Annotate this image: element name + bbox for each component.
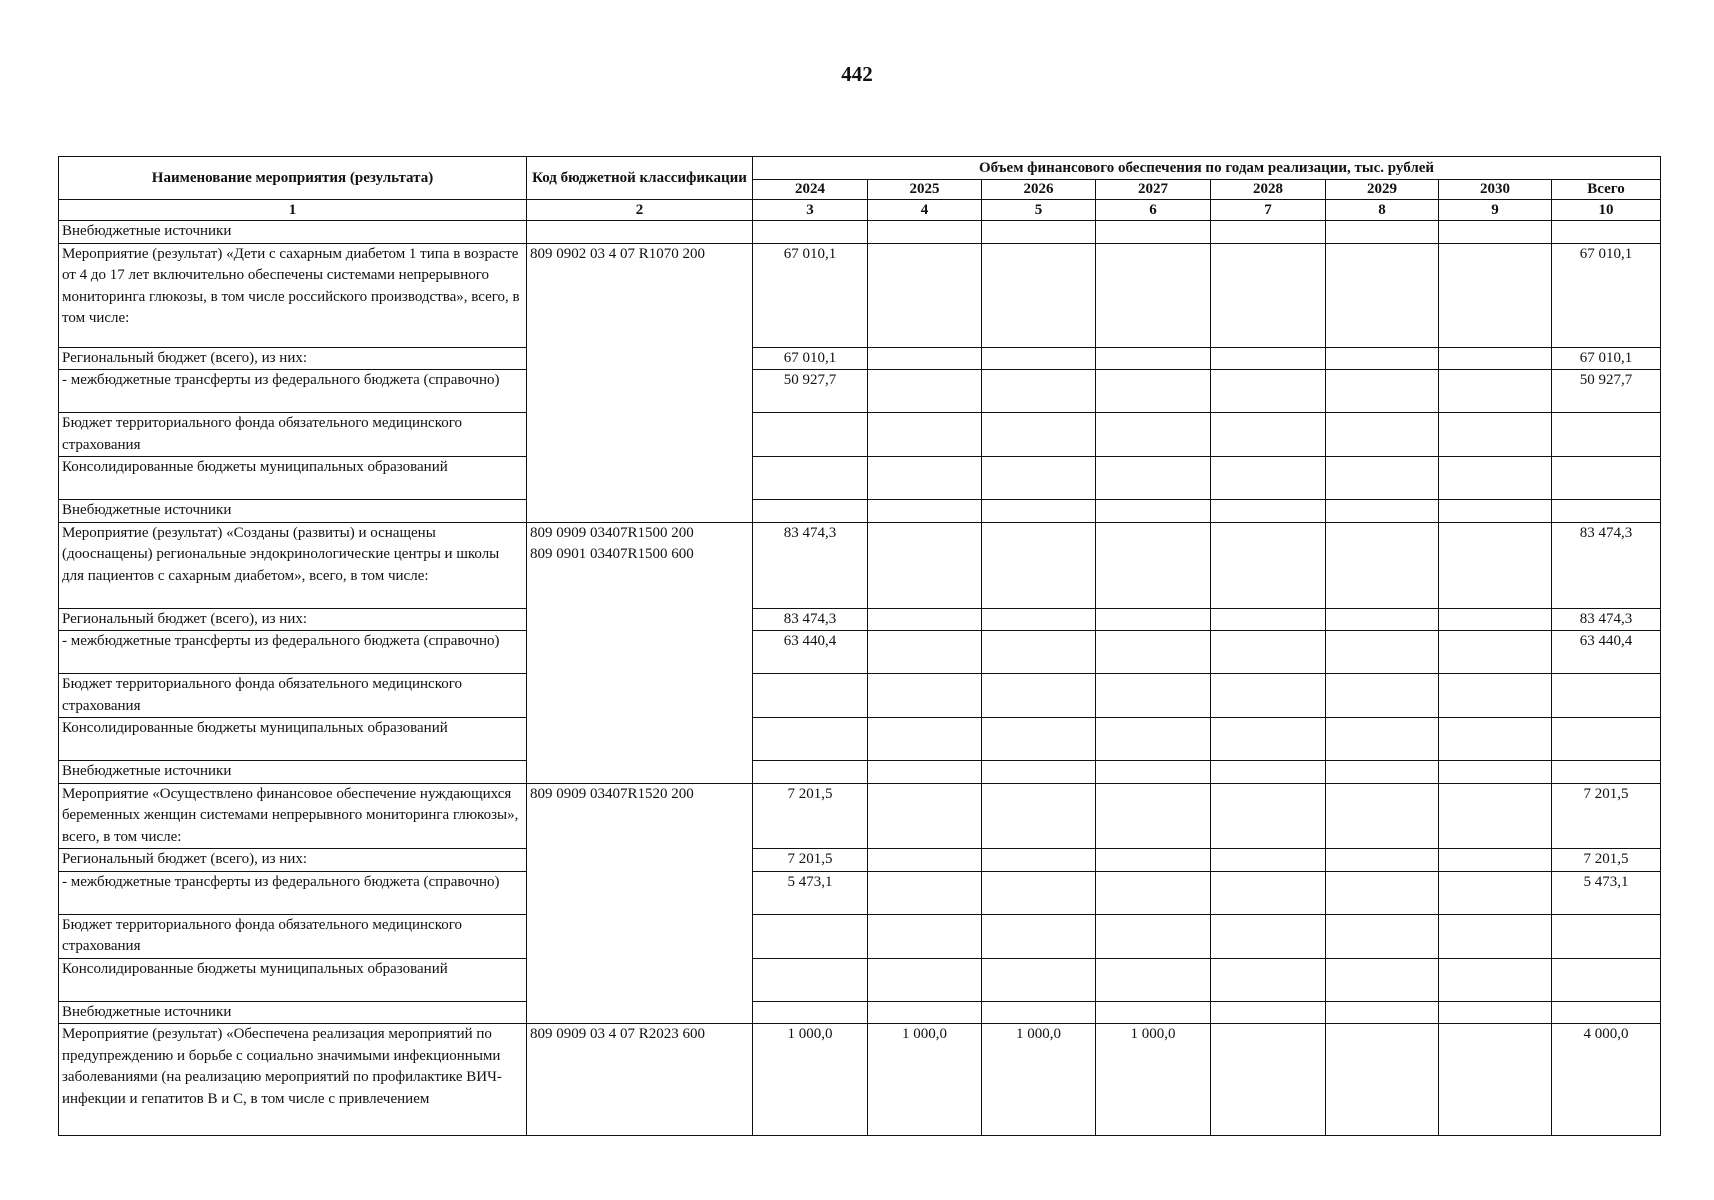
row-value bbox=[1096, 457, 1211, 500]
row-name: - межбюджетные трансферты из федерального бюджета (справочно) bbox=[59, 871, 527, 914]
row-value bbox=[1326, 783, 1439, 849]
header-code: Код бюджетной классификации bbox=[527, 157, 753, 200]
row-value bbox=[1326, 871, 1439, 914]
row-value bbox=[982, 522, 1096, 608]
row-value bbox=[1211, 1024, 1326, 1136]
row-value bbox=[1326, 457, 1439, 500]
row-total bbox=[1552, 457, 1661, 500]
row-value bbox=[1211, 761, 1326, 784]
column-number: 7 bbox=[1211, 200, 1326, 221]
row-value bbox=[1439, 783, 1552, 849]
row-value bbox=[1439, 914, 1552, 958]
row-name: Мероприятие (результат) «Дети с сахарным диабетом 1 типа в возрасте от 4 до 17 лет включительно обеспечены системами непрерывного мониторинга глюкозы, в том числе российского производства», всего, в том числе: bbox=[59, 243, 527, 347]
row-total bbox=[1552, 221, 1661, 244]
row-value bbox=[753, 761, 868, 784]
row-value bbox=[1326, 718, 1439, 761]
row-total bbox=[1552, 958, 1661, 1001]
row-value bbox=[1211, 457, 1326, 500]
header-year: 2027 bbox=[1096, 180, 1211, 200]
row-value bbox=[1326, 761, 1439, 784]
header-year: 2029 bbox=[1326, 180, 1439, 200]
row-value bbox=[1211, 871, 1326, 914]
row-value bbox=[1439, 608, 1552, 631]
table-row bbox=[59, 761, 1661, 784]
row-name: - межбюджетные трансферты из федерального бюджета (справочно) bbox=[59, 370, 527, 413]
row-value bbox=[753, 457, 868, 500]
row-total: 67 010,1 bbox=[1552, 243, 1661, 347]
row-value bbox=[1096, 221, 1211, 244]
row-value: 50 927,7 bbox=[753, 370, 868, 413]
column-number: 3 bbox=[753, 200, 868, 221]
row-value: 5 473,1 bbox=[753, 871, 868, 914]
row-value bbox=[1439, 522, 1552, 608]
row-value bbox=[1211, 783, 1326, 849]
row-name: Мероприятие (результат) «Обеспечена реализация мероприятий по предупреждению и борьбе с социально значимыми инфекционными заболеваниями (на реализацию мероприятий по профилактике ВИЧ-инфекции и гепатитов В и С, в том числе с привлечением bbox=[59, 1024, 527, 1136]
row-name: Региональный бюджет (всего), из них: bbox=[59, 608, 527, 631]
row-value bbox=[1096, 370, 1211, 413]
row-total: 50 927,7 bbox=[1552, 370, 1661, 413]
row-value bbox=[1211, 849, 1326, 872]
row-value bbox=[982, 413, 1096, 457]
row-value bbox=[868, 914, 982, 958]
header-year: 2030 bbox=[1439, 180, 1552, 200]
row-value bbox=[753, 914, 868, 958]
row-name: Региональный бюджет (всего), из них: bbox=[59, 849, 527, 872]
row-value bbox=[868, 631, 982, 674]
table-body bbox=[59, 221, 1661, 1136]
row-value bbox=[1096, 347, 1211, 370]
row-total bbox=[1552, 500, 1661, 523]
row-value bbox=[753, 221, 868, 244]
row-total bbox=[1552, 413, 1661, 457]
row-value: 83 474,3 bbox=[753, 608, 868, 631]
row-value bbox=[868, 761, 982, 784]
table-row bbox=[59, 243, 1661, 347]
row-value bbox=[1326, 522, 1439, 608]
table-row bbox=[59, 500, 1661, 523]
row-value: 83 474,3 bbox=[753, 522, 868, 608]
row-value: 1 000,0 bbox=[1096, 1024, 1211, 1136]
row-value: 63 440,4 bbox=[753, 631, 868, 674]
row-value bbox=[1096, 674, 1211, 718]
row-value: 7 201,5 bbox=[753, 849, 868, 872]
row-value bbox=[1211, 674, 1326, 718]
row-value bbox=[982, 871, 1096, 914]
row-value bbox=[868, 500, 982, 523]
row-value bbox=[1439, 718, 1552, 761]
row-value bbox=[1439, 500, 1552, 523]
row-value bbox=[1439, 221, 1552, 244]
row-value bbox=[1096, 500, 1211, 523]
table-row bbox=[59, 608, 1661, 631]
financing-table bbox=[58, 156, 1661, 1136]
row-value bbox=[868, 413, 982, 457]
column-number: 8 bbox=[1326, 200, 1439, 221]
row-value bbox=[1211, 243, 1326, 347]
row-value bbox=[982, 243, 1096, 347]
table-row bbox=[59, 1001, 1661, 1024]
row-value: 1 000,0 bbox=[753, 1024, 868, 1136]
row-name: Внебюджетные источники bbox=[59, 1001, 527, 1024]
row-value bbox=[982, 608, 1096, 631]
row-value bbox=[1096, 871, 1211, 914]
header-year: 2024 bbox=[753, 180, 868, 200]
row-value bbox=[1439, 761, 1552, 784]
row-value bbox=[1326, 370, 1439, 413]
row-name: Консолидированные бюджеты муниципальных образований bbox=[59, 718, 527, 761]
column-number: 4 bbox=[868, 200, 982, 221]
row-value bbox=[982, 849, 1096, 872]
column-number: 9 bbox=[1439, 200, 1552, 221]
row-total: 4 000,0 bbox=[1552, 1024, 1661, 1136]
row-value bbox=[1326, 631, 1439, 674]
row-name: Внебюджетные источники bbox=[59, 500, 527, 523]
row-value bbox=[1439, 849, 1552, 872]
row-value bbox=[868, 783, 982, 849]
row-value bbox=[1439, 457, 1552, 500]
row-total bbox=[1552, 1001, 1661, 1024]
row-value bbox=[1211, 413, 1326, 457]
row-value bbox=[868, 522, 982, 608]
row-value bbox=[1096, 783, 1211, 849]
budget-code: 809 0909 03407R1500 200 809 0901 03407R1500 600 bbox=[527, 522, 753, 783]
row-name: Бюджет территориального фонда обязательного медицинского страхования bbox=[59, 413, 527, 457]
row-value: 67 010,1 bbox=[753, 347, 868, 370]
row-value bbox=[1211, 347, 1326, 370]
row-total: 67 010,1 bbox=[1552, 347, 1661, 370]
row-value bbox=[868, 718, 982, 761]
row-value bbox=[1439, 243, 1552, 347]
column-number: 2 bbox=[527, 200, 753, 221]
row-value bbox=[1096, 522, 1211, 608]
header-year: 2028 bbox=[1211, 180, 1326, 200]
column-number: 6 bbox=[1096, 200, 1211, 221]
row-value bbox=[753, 718, 868, 761]
row-value bbox=[1326, 958, 1439, 1001]
row-value bbox=[982, 500, 1096, 523]
table-row bbox=[59, 914, 1661, 958]
row-value bbox=[1096, 608, 1211, 631]
row-value bbox=[753, 674, 868, 718]
row-name: - межбюджетные трансферты из федерального бюджета (справочно) bbox=[59, 631, 527, 674]
row-total: 63 440,4 bbox=[1552, 631, 1661, 674]
table-row bbox=[59, 631, 1661, 674]
header-total: Всего bbox=[1552, 180, 1661, 200]
row-value bbox=[1096, 718, 1211, 761]
row-total: 7 201,5 bbox=[1552, 783, 1661, 849]
row-value bbox=[753, 1001, 868, 1024]
column-number: 1 bbox=[59, 200, 527, 221]
row-value bbox=[1326, 674, 1439, 718]
row-value bbox=[1096, 914, 1211, 958]
row-value bbox=[868, 958, 982, 1001]
row-value bbox=[1096, 761, 1211, 784]
row-name: Консолидированные бюджеты муниципальных образований bbox=[59, 958, 527, 1001]
row-name: Бюджет территориального фонда обязательного медицинского страхования bbox=[59, 674, 527, 718]
table-row bbox=[59, 783, 1661, 849]
row-value bbox=[982, 718, 1096, 761]
row-value bbox=[868, 871, 982, 914]
table-row bbox=[59, 958, 1661, 1001]
row-name: Мероприятие (результат) «Созданы (развиты) и оснащены (дооснащены) региональные эндокринологические центры и школы для пациентов с сахарным диабетом», всего, в том числе: bbox=[59, 522, 527, 608]
row-name: Региональный бюджет (всего), из них: bbox=[59, 347, 527, 370]
row-value bbox=[1439, 413, 1552, 457]
table-row bbox=[59, 674, 1661, 718]
row-name: Внебюджетные источники bbox=[59, 761, 527, 784]
row-value bbox=[982, 457, 1096, 500]
row-total bbox=[1552, 674, 1661, 718]
row-value bbox=[1439, 674, 1552, 718]
row-value bbox=[868, 221, 982, 244]
row-value bbox=[1096, 413, 1211, 457]
table-header bbox=[59, 157, 1661, 221]
row-value bbox=[982, 347, 1096, 370]
table-row bbox=[59, 347, 1661, 370]
row-value: 67 010,1 bbox=[753, 243, 868, 347]
row-value bbox=[1096, 958, 1211, 1001]
budget-code: 809 0909 03407R1520 200 bbox=[527, 783, 753, 1024]
row-total bbox=[1552, 718, 1661, 761]
row-value bbox=[1439, 1024, 1552, 1136]
table-row bbox=[59, 370, 1661, 413]
table-row bbox=[59, 871, 1661, 914]
row-value bbox=[868, 457, 982, 500]
table-row bbox=[59, 457, 1661, 500]
row-value bbox=[868, 370, 982, 413]
budget-code: 809 0909 03 4 07 R2023 600 bbox=[527, 1024, 753, 1136]
row-value bbox=[1211, 1001, 1326, 1024]
row-value bbox=[1211, 522, 1326, 608]
table-row bbox=[59, 413, 1661, 457]
row-value bbox=[753, 413, 868, 457]
row-value bbox=[982, 958, 1096, 1001]
row-value bbox=[1211, 718, 1326, 761]
row-value bbox=[1326, 347, 1439, 370]
row-value bbox=[868, 849, 982, 872]
row-value bbox=[1326, 221, 1439, 244]
header-year: 2026 bbox=[982, 180, 1096, 200]
row-value bbox=[1211, 221, 1326, 244]
column-number: 10 bbox=[1552, 200, 1661, 221]
row-value bbox=[1326, 608, 1439, 631]
row-value bbox=[1096, 849, 1211, 872]
row-value bbox=[1211, 500, 1326, 523]
row-total bbox=[1552, 914, 1661, 958]
row-total: 5 473,1 bbox=[1552, 871, 1661, 914]
row-value bbox=[868, 608, 982, 631]
row-value bbox=[1326, 500, 1439, 523]
row-value bbox=[1439, 370, 1552, 413]
row-value bbox=[982, 783, 1096, 849]
row-name: Внебюджетные источники bbox=[59, 221, 527, 244]
row-value bbox=[1211, 370, 1326, 413]
row-total: 83 474,3 bbox=[1552, 608, 1661, 631]
table-row bbox=[59, 718, 1661, 761]
row-name: Бюджет территориального фонда обязательного медицинского страхования bbox=[59, 914, 527, 958]
row-value bbox=[1326, 243, 1439, 347]
row-value bbox=[1211, 914, 1326, 958]
row-value bbox=[982, 761, 1096, 784]
row-value bbox=[1211, 608, 1326, 631]
row-value bbox=[1211, 958, 1326, 1001]
row-value bbox=[982, 674, 1096, 718]
page-number: 442 bbox=[841, 62, 873, 86]
table-row bbox=[59, 849, 1661, 872]
row-value bbox=[1439, 1001, 1552, 1024]
row-value: 1 000,0 bbox=[982, 1024, 1096, 1136]
row-value bbox=[1439, 958, 1552, 1001]
row-value bbox=[868, 347, 982, 370]
row-total bbox=[1552, 761, 1661, 784]
row-value bbox=[1439, 347, 1552, 370]
row-value bbox=[1096, 243, 1211, 347]
row-value bbox=[868, 674, 982, 718]
row-name: Консолидированные бюджеты муниципальных образований bbox=[59, 457, 527, 500]
row-value: 1 000,0 bbox=[868, 1024, 982, 1136]
header-year: 2025 bbox=[868, 180, 982, 200]
row-value bbox=[868, 243, 982, 347]
header-volume: Объем финансового обеспечения по годам реализации, тыс. рублей bbox=[753, 157, 1661, 180]
row-value bbox=[1096, 631, 1211, 674]
row-value bbox=[1326, 1001, 1439, 1024]
row-value bbox=[753, 500, 868, 523]
row-total: 7 201,5 bbox=[1552, 849, 1661, 872]
budget-code: 809 0902 03 4 07 R1070 200 bbox=[527, 243, 753, 522]
row-value bbox=[1439, 631, 1552, 674]
row-value bbox=[868, 1001, 982, 1024]
row-value bbox=[1326, 413, 1439, 457]
row-value bbox=[753, 958, 868, 1001]
row-value bbox=[1096, 1001, 1211, 1024]
row-total: 83 474,3 bbox=[1552, 522, 1661, 608]
table-row bbox=[59, 522, 1661, 608]
row-value bbox=[1326, 849, 1439, 872]
header-name: Наименование мероприятия (результата) bbox=[59, 157, 527, 200]
row-value bbox=[982, 914, 1096, 958]
row-value bbox=[982, 370, 1096, 413]
row-name: Мероприятие «Осуществлено финансовое обеспечение нуждающихся беременных женщин системами непрерывного мониторинга глюкозы», всего, в том числе: bbox=[59, 783, 527, 849]
row-code bbox=[527, 221, 753, 244]
column-number: 5 bbox=[982, 200, 1096, 221]
row-value bbox=[1326, 914, 1439, 958]
row-value bbox=[982, 1001, 1096, 1024]
table-row bbox=[59, 221, 1661, 244]
row-value bbox=[982, 221, 1096, 244]
row-value bbox=[1439, 871, 1552, 914]
table-row bbox=[59, 1024, 1661, 1136]
row-value: 7 201,5 bbox=[753, 783, 868, 849]
row-value bbox=[1211, 631, 1326, 674]
row-value bbox=[1326, 1024, 1439, 1136]
row-value bbox=[982, 631, 1096, 674]
